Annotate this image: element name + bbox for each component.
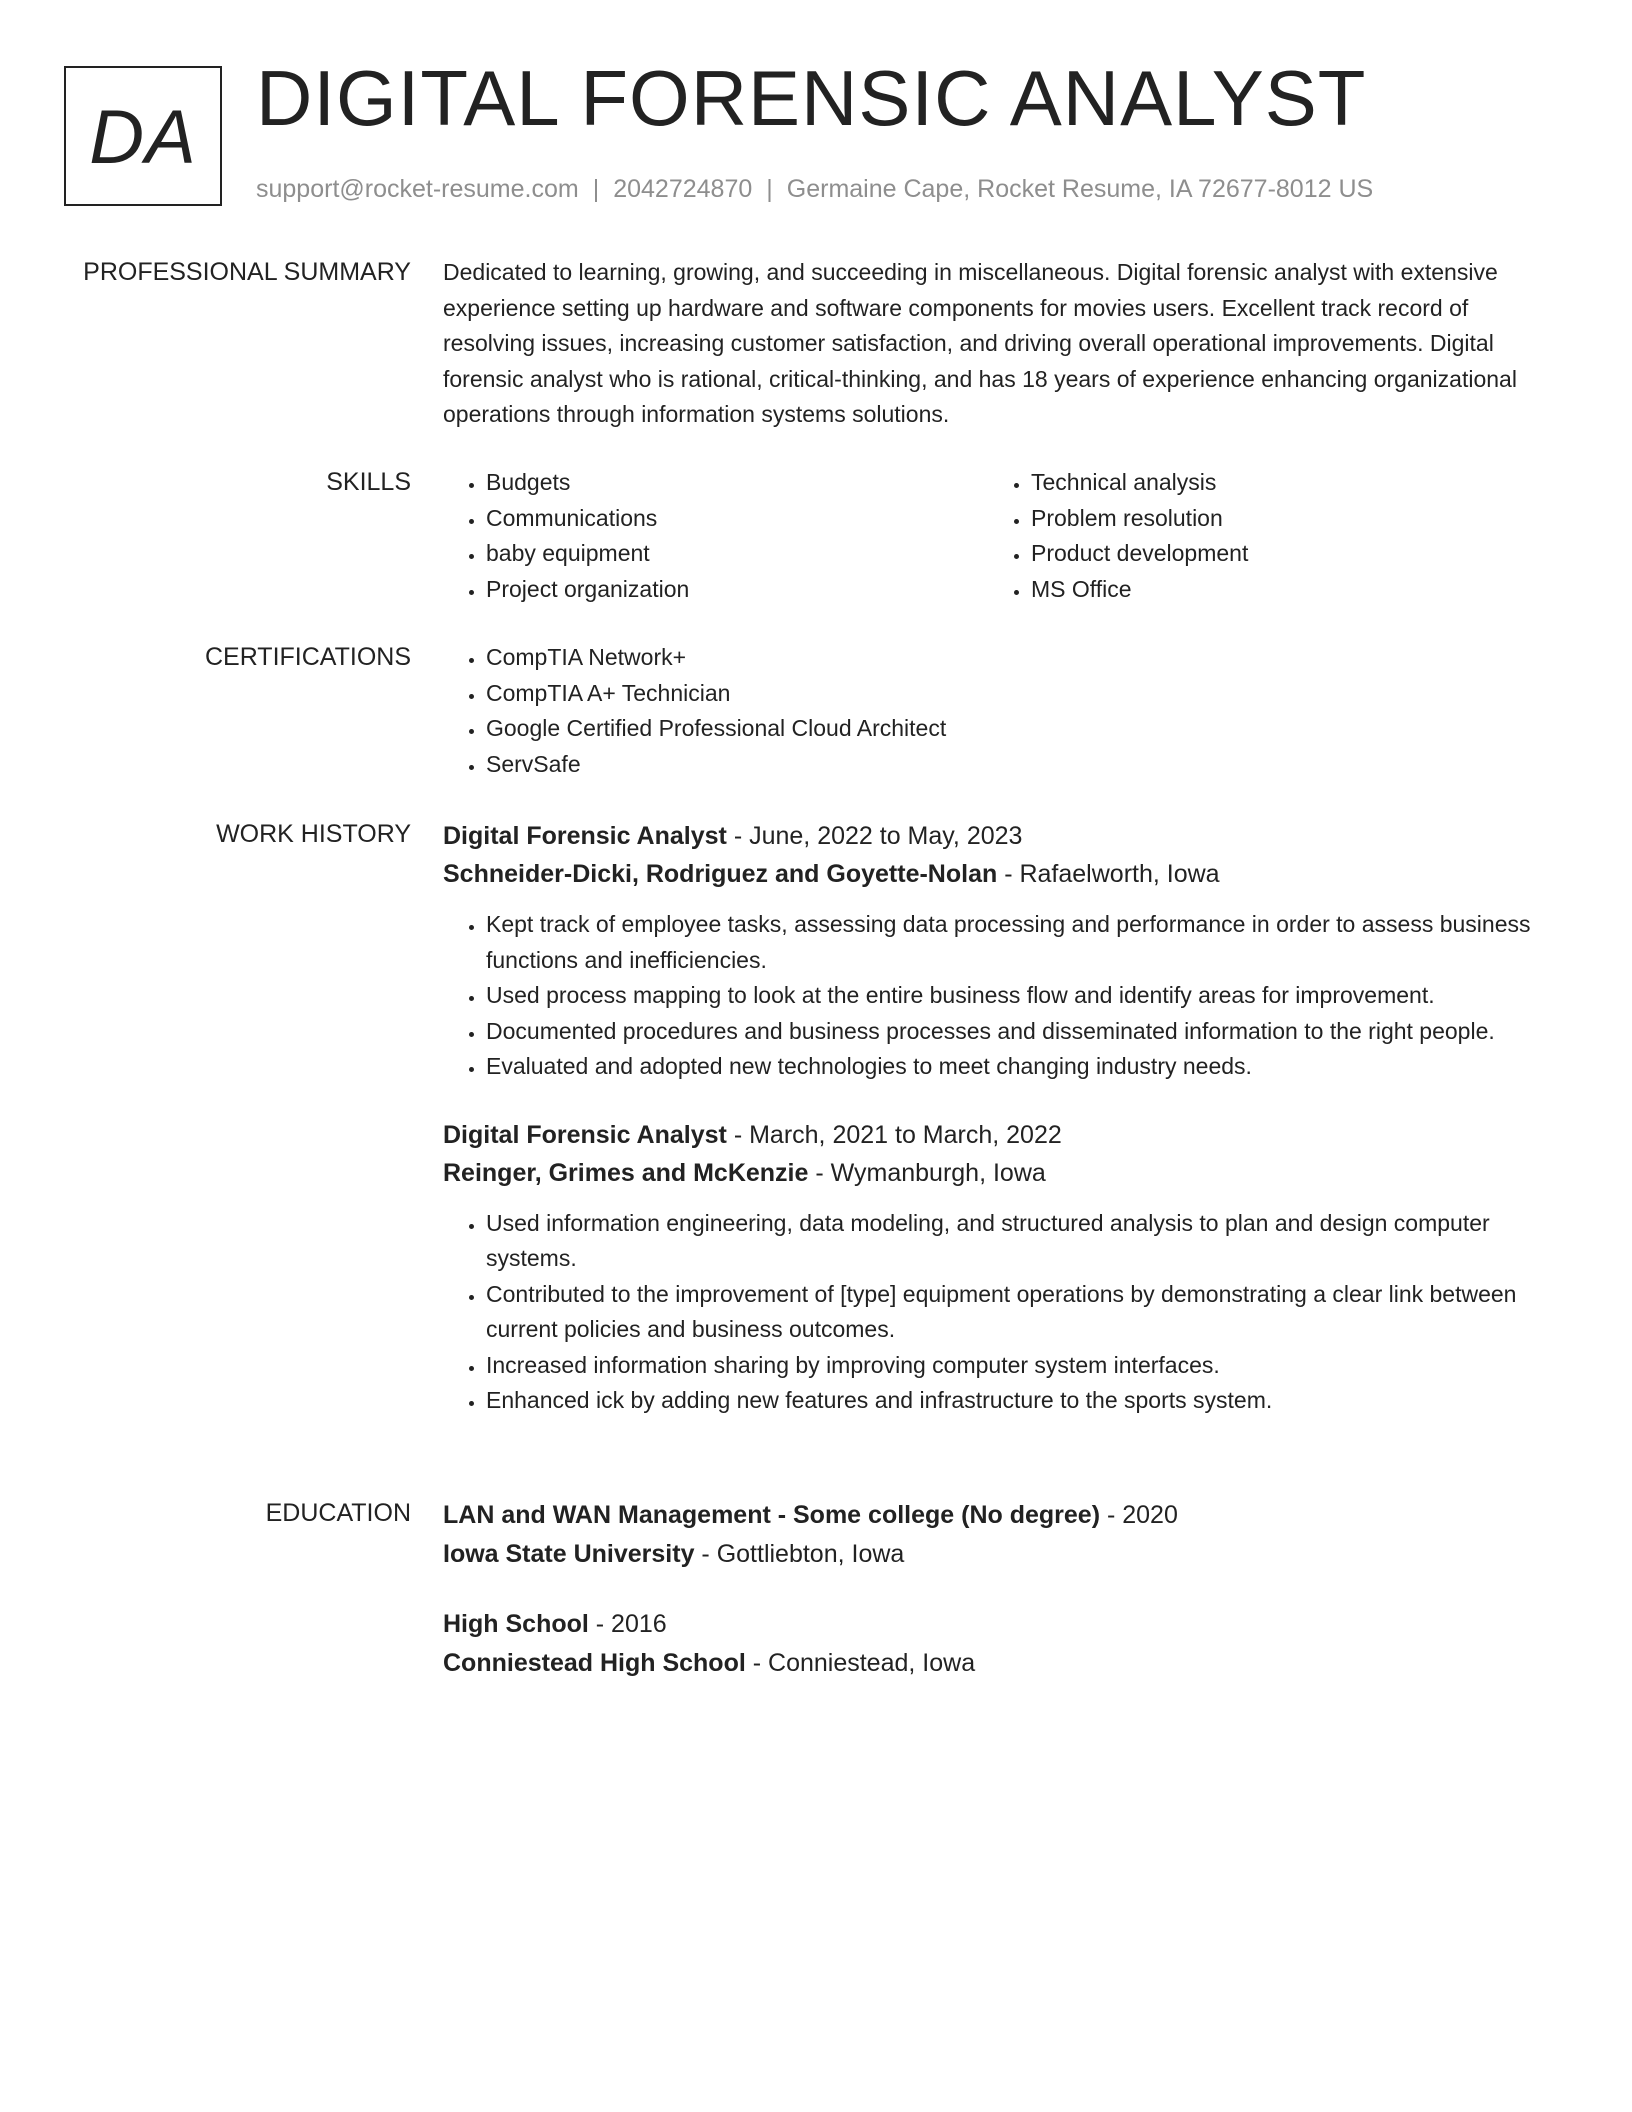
monogram-box <box>64 66 222 206</box>
list-item: • CompTIA A+ Technician <box>486 676 1555 712</box>
list-item: • baby equipment <box>486 536 988 572</box>
education-degree: High School <box>443 1610 589 1638</box>
job-title: Digital Forensic Analyst <box>443 822 727 850</box>
education-school-line <box>443 1535 1555 1574</box>
skills-list-left <box>443 465 988 607</box>
resume-title: DIGITAL FORENSIC ANALYST <box>256 54 1367 142</box>
list-item: • Contributed to the improvement of [type] equipment operations by demonstrating a clear link between current policies and business outcomes. <box>486 1277 1555 1348</box>
job-company: Schneider-Dicki, Rodriguez and Goyette-Nolan <box>443 860 998 888</box>
education-school: Conniestead High School <box>443 1649 746 1677</box>
job-dates: - March, 2021 to March, 2022 <box>726 1120 1062 1149</box>
job-company-line <box>443 1154 1555 1192</box>
education-school: Iowa State University <box>443 1540 695 1568</box>
list-item: • Budgets <box>486 465 988 501</box>
list-item: • Google Certified Professional Cloud Architect <box>486 711 1555 747</box>
contact-address: Germaine Cape, Rocket Resume, IA 72677-8012 US <box>786 175 1374 203</box>
job-bullets <box>443 1206 1555 1419</box>
list-item: • MS Office <box>1031 572 1533 608</box>
monogram-initials: DA <box>89 95 197 180</box>
job-title-line <box>443 817 1555 855</box>
certifications-body <box>443 640 1555 782</box>
summary-text: Dedicated to learning, growing, and succeeding in miscellaneous. Digital forensic analyst with extensive experience setting up hardware and software components for movies users. Excellent track record of resolving issues, increasing customer satisfaction, and driving overall operational improvements. Digital forensic analyst who is rational, critical-thinking, and has 18 years of experience enhancing organizational operations through information systems solutions. <box>443 259 1517 427</box>
education-degree: LAN and WAN Management - Some college (No degree) <box>443 1501 1101 1529</box>
list-item: • Evaluated and adopted new technologies to meet changing industry needs. <box>486 1049 1555 1085</box>
certifications-list <box>443 640 1555 782</box>
list-item: • CompTIA Network+ <box>486 640 1555 676</box>
list-item: • Used information engineering, data modeling, and structured analysis to plan and design computer systems. <box>486 1206 1555 1277</box>
summary-body <box>443 255 1555 433</box>
education-year: - 2020 <box>1100 1501 1178 1529</box>
list-item: • ServSafe <box>486 747 1555 783</box>
contact-phone[interactable]: 2042724870 <box>613 175 753 203</box>
job-company: Reinger, Grimes and McKenzie <box>443 1158 809 1187</box>
skills-column-right <box>988 465 1533 607</box>
job-location: - Wymanburgh, Iowa <box>808 1158 1046 1187</box>
education-degree-line <box>443 1605 1555 1644</box>
job-location: - Rafaelworth, Iowa <box>997 860 1220 888</box>
education-location: - Conniestead, Iowa <box>745 1649 976 1677</box>
education-location: - Gottliebton, Iowa <box>694 1540 905 1568</box>
skills-body <box>443 465 1555 607</box>
job-entry <box>443 817 1555 1085</box>
job-bullets <box>443 907 1555 1085</box>
education-year: - 2016 <box>588 1610 667 1638</box>
list-item: • Documented procedures and business processes and disseminated information to the right people. <box>486 1014 1555 1050</box>
list-item: • Technical analysis <box>1031 465 1533 501</box>
job-title-line <box>443 1116 1555 1154</box>
skills-label: SKILLS <box>326 468 411 496</box>
education-body <box>443 1496 1555 1683</box>
skills-column-left <box>443 465 988 607</box>
work-history-label: WORK HISTORY <box>216 820 411 848</box>
work-history-body <box>443 817 1555 1419</box>
job-title: Digital Forensic Analyst <box>443 1120 727 1149</box>
list-item: • Project organization <box>486 572 988 608</box>
education-entry <box>443 1605 1555 1683</box>
list-item: • Increased information sharing by improving computer system interfaces. <box>486 1348 1555 1384</box>
list-item: • Used process mapping to look at the entire business flow and identify areas for improvement. <box>486 978 1555 1014</box>
education-degree-line <box>443 1496 1555 1535</box>
list-item: • Problem resolution <box>1031 501 1533 537</box>
education-entry <box>443 1496 1555 1574</box>
list-item: • Communications <box>486 501 988 537</box>
contact-line <box>256 174 1373 204</box>
contact-email[interactable]: support@rocket-resume.com <box>256 175 579 203</box>
education-school-line <box>443 1644 1555 1683</box>
summary-label: PROFESSIONAL SUMMARY <box>83 258 411 286</box>
skills-list-right <box>988 465 1533 607</box>
contact-separator: | <box>592 175 600 203</box>
job-dates: - June, 2022 to May, 2023 <box>726 822 1023 850</box>
job-company-line <box>443 855 1555 893</box>
contact-separator: | <box>766 175 773 203</box>
list-item: • Enhanced ick by adding new features and infrastructure to the sports system. <box>486 1383 1555 1419</box>
list-item: • Kept track of employee tasks, assessing data processing and performance in order to assess business functions and inefficiencies. <box>486 907 1555 978</box>
certifications-label: CERTIFICATIONS <box>204 643 411 671</box>
job-entry <box>443 1116 1555 1419</box>
education-label: EDUCATION <box>265 1499 411 1527</box>
list-item: • Product development <box>1031 536 1533 572</box>
